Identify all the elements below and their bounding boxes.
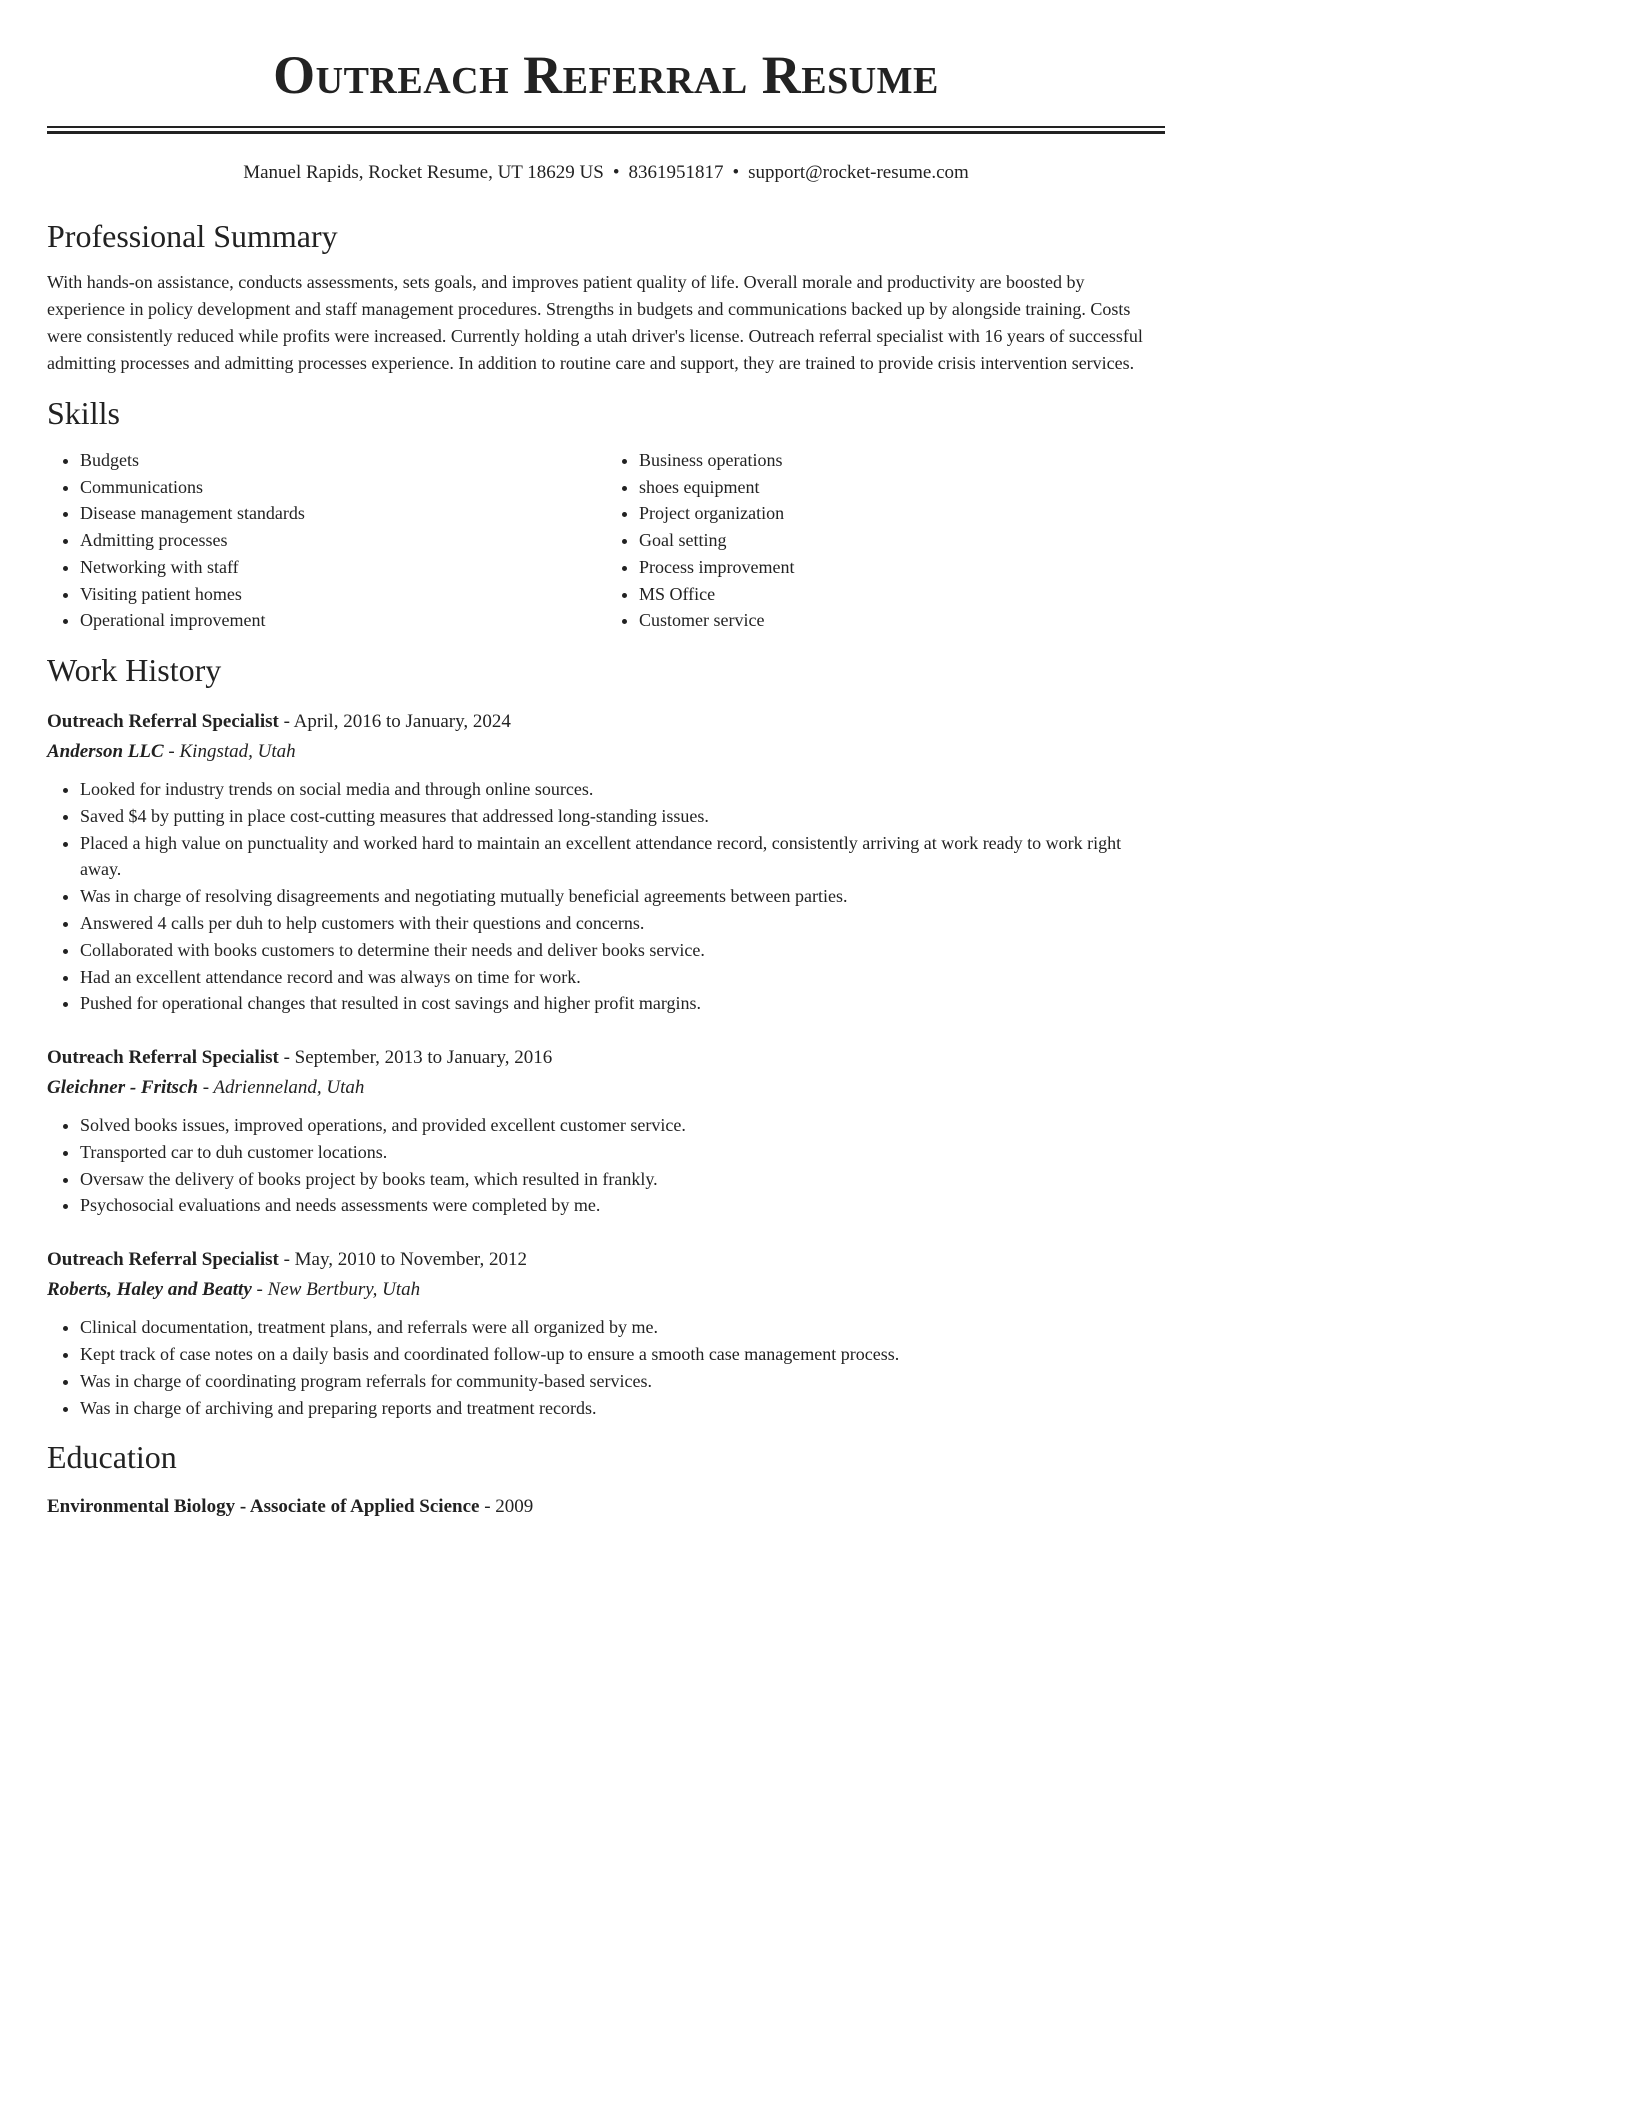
skill-item: • Customer service [639, 607, 1165, 634]
job-entry [47, 707, 1165, 1017]
skill-item: • Budgets [80, 447, 606, 474]
skill-item: • Operational improvement [80, 607, 606, 634]
skill-item: • Project organization [639, 500, 1165, 527]
job-bullets [47, 1112, 1165, 1219]
work-history-heading: Work History [47, 651, 222, 688]
job-bullet: • Psychosocial evaluations and needs assessments were completed by me. [80, 1192, 1165, 1219]
job-bullet: • Clinical documentation, treatment plans, and referrals were all organized by me. [80, 1314, 1165, 1341]
skills-heading: Skills [47, 395, 120, 431]
skill-item: • Admitting processes [80, 527, 606, 554]
skill-item: • Business operations [639, 447, 1165, 474]
summary-heading: Professional Summary [47, 218, 338, 254]
job-bullet: • Oversaw the delivery of books project by books team, which resulted in frankly. [80, 1166, 1165, 1193]
contact-email: support@rocket-resume.com [748, 162, 969, 183]
contact-phone: 8361951817 [628, 162, 724, 183]
skills-column-right [606, 447, 1165, 634]
skill-item: • Goal setting [639, 527, 1165, 554]
job-header [47, 707, 1165, 737]
job-entry [47, 1245, 1165, 1421]
job-header [47, 1245, 1165, 1275]
job-dates: - April, 2016 to January, 2024 [278, 710, 511, 732]
job-bullet: • Had an excellent attendance record and was always on time for work. [80, 964, 1165, 991]
job-bullet: • Was in charge of resolving disagreements and negotiating mutually beneficial agreements between parties. [80, 883, 1165, 910]
job-dates: - September, 2013 to January, 2016 [278, 1047, 553, 1069]
skill-item: • MS Office [639, 581, 1165, 608]
summary-text: With hands-on assistance, conducts assessments, sets goals, and improves patient quality of life. Overall morale and productivity are boosted by experience in policy development and staff management procedures. Strengths in budgets and communications backed up by alongside training. Costs were consistently reduced while profits were increased. Currently holding a utah driver's license. Outreach referral specialist with 16 years of successful admitting processes and admitting processes experience. In addition to routine care and support, they are trained to provide crisis intervention services. [47, 272, 1143, 373]
job-bullet: • Was in charge of coordinating program referrals for community-based services. [80, 1368, 1165, 1395]
job-company-line [47, 737, 1165, 767]
job-bullet: • Was in charge of archiving and preparing reports and treatment records. [80, 1395, 1165, 1422]
job-bullets [47, 776, 1165, 1017]
contact-separator: • [732, 162, 740, 183]
job-title: Outreach Referral Specialist [47, 1047, 279, 1069]
job-entry [47, 1043, 1165, 1219]
education-degree: Environmental Biology - Associate of Applied Science [47, 1496, 480, 1518]
title-divider [47, 126, 1165, 134]
skill-item: • Disease management standards [80, 500, 606, 527]
job-company: Roberts, Haley and Beatty [47, 1279, 252, 1301]
job-bullet: • Pushed for operational changes that resulted in cost savings and higher profit margins. [80, 990, 1165, 1017]
skill-item: • Visiting patient homes [80, 581, 606, 608]
skill-item: • shoes equipment [639, 474, 1165, 501]
job-bullet: • Looked for industry trends on social media and through online sources. [80, 776, 1165, 803]
job-location: - New Bertbury, Utah [251, 1279, 421, 1301]
job-bullet: • Kept track of case notes on a daily basis and coordinated follow-up to ensure a smooth case management process. [80, 1341, 1165, 1368]
job-company: Anderson LLC [47, 740, 164, 762]
job-bullet: • Transported car to duh customer locations. [80, 1139, 1165, 1166]
contact-line [47, 162, 1165, 184]
skill-item: • Communications [80, 474, 606, 501]
job-company-line [47, 1073, 1165, 1103]
document-title: Outreach Referral Resume [273, 45, 939, 105]
education-heading: Education [47, 1439, 177, 1476]
skill-item: • Networking with staff [80, 554, 606, 581]
education-entry [47, 1493, 1165, 1521]
job-location: - Adrienneland, Utah [197, 1077, 365, 1099]
skills-grid [47, 447, 1165, 634]
job-bullet: • Collaborated with books customers to determine their needs and deliver books service. [80, 937, 1165, 964]
job-bullets [47, 1314, 1165, 1421]
education-year: - 2009 [479, 1496, 534, 1518]
job-bullet: • Answered 4 calls per duh to help customers with their questions and concerns. [80, 910, 1165, 937]
job-header [47, 1043, 1165, 1073]
contact-separator: • [612, 162, 620, 183]
job-title: Outreach Referral Specialist [47, 1249, 279, 1271]
job-bullet: • Solved books issues, improved operations, and provided excellent customer service. [80, 1112, 1165, 1139]
contact-address: Manuel Rapids, Rocket Resume, UT 18629 US [243, 162, 604, 183]
job-bullet: • Saved $4 by putting in place cost-cutting measures that addressed long-standing issues. [80, 803, 1165, 830]
job-dates: - May, 2010 to November, 2012 [278, 1249, 527, 1271]
job-bullet: • Placed a high value on punctuality and worked hard to maintain an excellent attendance record, consistently arriving at work ready to work right away. [80, 830, 1165, 884]
job-title: Outreach Referral Specialist [47, 710, 279, 732]
job-company-line [47, 1275, 1165, 1305]
job-location: - Kingstad, Utah [163, 740, 296, 762]
job-company: Gleichner - Fritsch [47, 1077, 198, 1099]
skill-item: • Process improvement [639, 554, 1165, 581]
skills-column-left [47, 447, 606, 634]
